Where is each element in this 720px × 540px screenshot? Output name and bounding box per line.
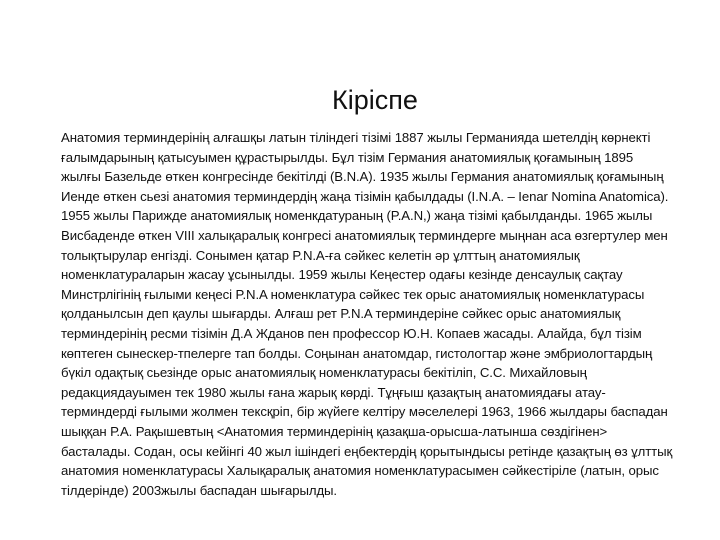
- slide-title: Кіріспе: [332, 85, 418, 115]
- body-text: Анатомия терминдерінің алғашқы латын тіліндегі тізімі 1887 жылы Германияда шетелдің көрнекті ғалымдарының қатысуымен құрастырылды. Бұл тізім Германия анатомиялық қоғамының 1895 жылғы Базельде өткен конгресінде бекітілді (В.N.A). 1935 жылы Германия анатомиялық қоғамының Иенде өткен сьезі анатомия терминдердің жаңа тізімін қабылдады (I.N.A. – Ienar Nomina Anatomica). 1955 жылы Парижде анатомиялық номенкдатураның (P.A.N,) жаңа тізімі қабылданды. 1965 жылы Висбаденде өткен VIII халықаралық конгресі анатомиялық терминдерге мыңнан аса өзгертулер мен толықтырулар енгізді. Сонымен қатар P.N.A-ға сәйкес келетін әр ұлттың анатомиялық номенклатураларын жасау ұсынылды. 1959 жылы Кеңестер одағы кезінде денсаулық сақтау Минстрлігінің ғылыми кеңесі P.N.A номенклатура сәйкес тек орыс анатомиялық номенклатурасы қолданылсын деп қаулы шығарды. Алғаш рет P.N.A терминдеріне сәйкес орыс анатомиялық терминдерінің ресми тізімін Д.А Жданов пен профессор Ю.Н. Копаев жасады. Алайда, бұл тізім көптеген сынескер-тпелерге тап болды. Соңынан анатомдар, гистологтар және эмбриологтардың бүкіл одақтық сьезінде орыс анатомиялық номенклатурасы бекітіліп, С.С. Михайловың редакциядауымен тек 1980 жылы ғана жарық көрді. Тұңғыш қазақтың анатомиядағы атау-терминдерді ғылыми жолмен тексқріп, бір жүйеге келтіру мәселелері 1963, 1966 жылдары баспадан шыққан Р.А. Рақышевтың <Анатомия терминдерінің қазақша-орысша-латынша сөздігінен> басталады. Содан, осы кейінгі 40 жыл ішіндегі еңбектердің қорытындысы ретінде қазақтың өз ұлттық анатомия номенклатурасы Халықаралық анатомия номенклатурасымен сәйкестіріле (латын, орыс тілдерінде) 2003жылы баспадан шығарылды.: [61, 130, 673, 498]
